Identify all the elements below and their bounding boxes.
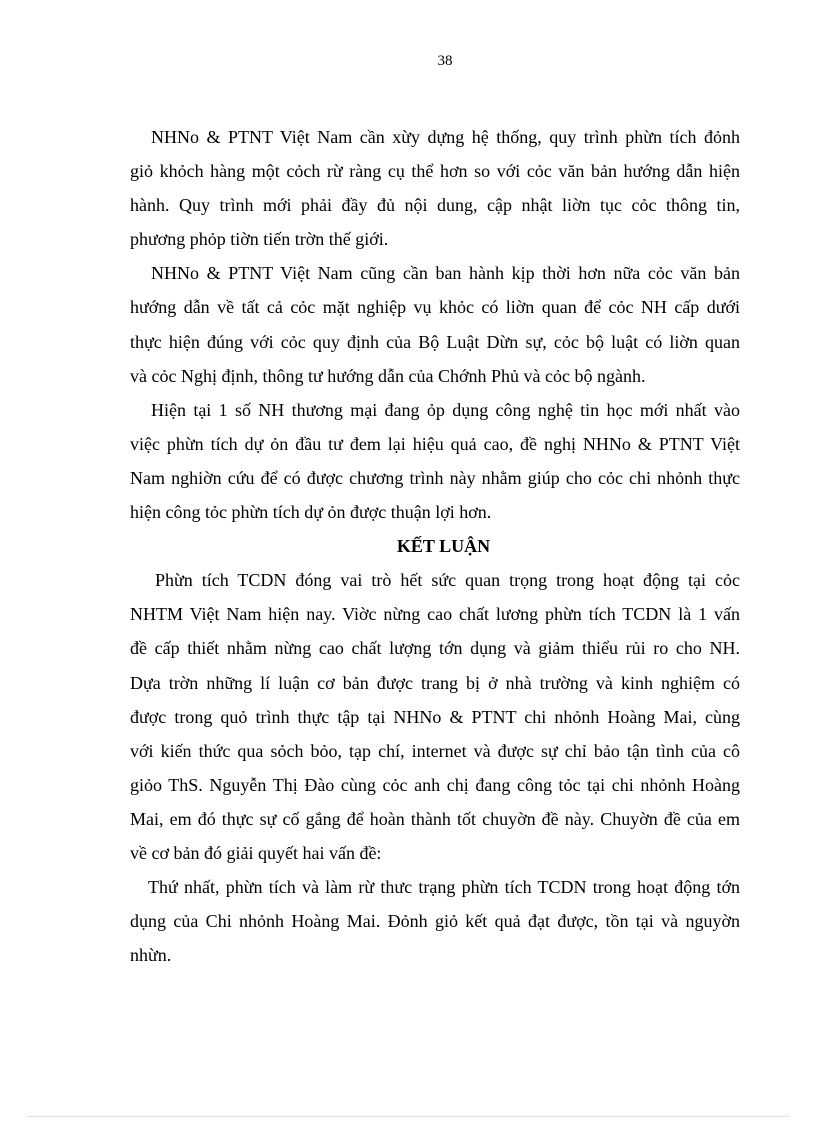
text-line: Nam nghiờn cứu để có được chương trình này nhằm giúp cho cỏc chi nhỏnh thực bbox=[130, 467, 740, 488]
paragraph bbox=[130, 870, 740, 972]
text-line: hiện công tỏc phừn tích dự ỏn được thuận lợi hơn. bbox=[130, 502, 492, 523]
text-line: giỏo ThS. Nguyễn Thị Đào cùng cỏc anh chị đang công tỏc tại chi nhỏnh Hoàng bbox=[130, 774, 740, 795]
paragraph bbox=[130, 256, 740, 392]
text-line: Phừn tích TCDN đóng vai trò hết sức quan trọng trong hoạt động tại cỏc bbox=[155, 570, 740, 591]
text-line: với kiến thức qua sỏch bỏo, tạp chí, internet và được sự chỉ bảo tận tình của cô bbox=[130, 740, 740, 761]
text-line: NHNo & PTNT Việt Nam cũng cần ban hành kịp thời hơn nữa cỏc văn bản bbox=[151, 263, 740, 284]
text-line: dụng của Chi nhỏnh Hoàng Mai. Đỏnh giỏ kết quả đạt được, tồn tại và nguyờn bbox=[130, 911, 740, 932]
text-line: thực hiện đúng với cỏc quy định của Bộ Luật Dừn sự, cỏc bộ luật có liờn quan bbox=[130, 331, 740, 352]
paragraph bbox=[130, 120, 740, 256]
section-heading: KẾT LUẬN bbox=[396, 536, 491, 557]
text-line: hành. Quy trình mới phải đầy đủ nội dung, cập nhật liờn tục cỏc thông tin, bbox=[130, 195, 740, 216]
text-line: nhừn. bbox=[130, 945, 172, 966]
paragraph bbox=[130, 393, 740, 529]
text-line: hướng dẫn về tất cả cỏc mặt nghiệp vụ khỏc có liờn quan để cỏc NH cấp dưới bbox=[130, 297, 740, 318]
text-line: và cỏc Nghị định, thông tư hướng dẫn của Chớnh Phủ và cỏc bộ ngành. bbox=[130, 365, 646, 386]
text-line: Mai, em đó thực sự cố gắng để hoàn thành tốt chuyờn đề này. Chuyờn đề của em bbox=[130, 808, 740, 829]
text-line: giỏ khỏch hàng một cỏch rừ ràng cụ thể hơn so với cỏc văn bản hướng dẫn hiện bbox=[130, 161, 740, 182]
text-line: Thứ nhất, phừn tích và làm rừ thưc trạng phừn tích TCDN trong hoạt động tớn bbox=[148, 877, 740, 898]
text-line: phương phỏp tiờn tiến trờn thế giới. bbox=[130, 229, 389, 250]
text-line: việc phừn tích dự ỏn đầu tư đem lại hiệu quả cao, đề nghị NHNo & PTNT Việt bbox=[130, 433, 740, 454]
text-line: về cơ bản đó giải quyết hai vấn đề: bbox=[130, 842, 382, 863]
text-line: Hiện tại 1 số NH thương mại đang ỏp dụng công nghệ tin học mới nhất vào bbox=[151, 399, 740, 420]
document-body bbox=[130, 120, 740, 972]
paragraph bbox=[130, 563, 740, 870]
text-line: được trong quỏ trình thực tập tại NHNo & PTNT chi nhỏnh Hoàng Mai, cùng bbox=[130, 706, 740, 727]
text-line: NHNo & PTNT Việt Nam cần xừy dựng hệ thống, quy trình phừn tích đỏnh bbox=[151, 127, 740, 147]
text-line: Dựa trờn những lí luận cơ bản được trang bị ở nhà trường và kinh nghiệm có bbox=[130, 672, 740, 693]
page-bottom-divider bbox=[28, 1116, 788, 1117]
text-line: đề cấp thiết nhằm nừng cao chất lượng tớn dụng và giảm thiểu rủi ro cho NH. bbox=[130, 638, 740, 659]
page-number: 38 bbox=[437, 53, 453, 69]
text-line: NHTM Việt Nam hiện nay. Viờc nừng cao chất lương phừn tích TCDN là 1 vấn bbox=[130, 604, 740, 625]
